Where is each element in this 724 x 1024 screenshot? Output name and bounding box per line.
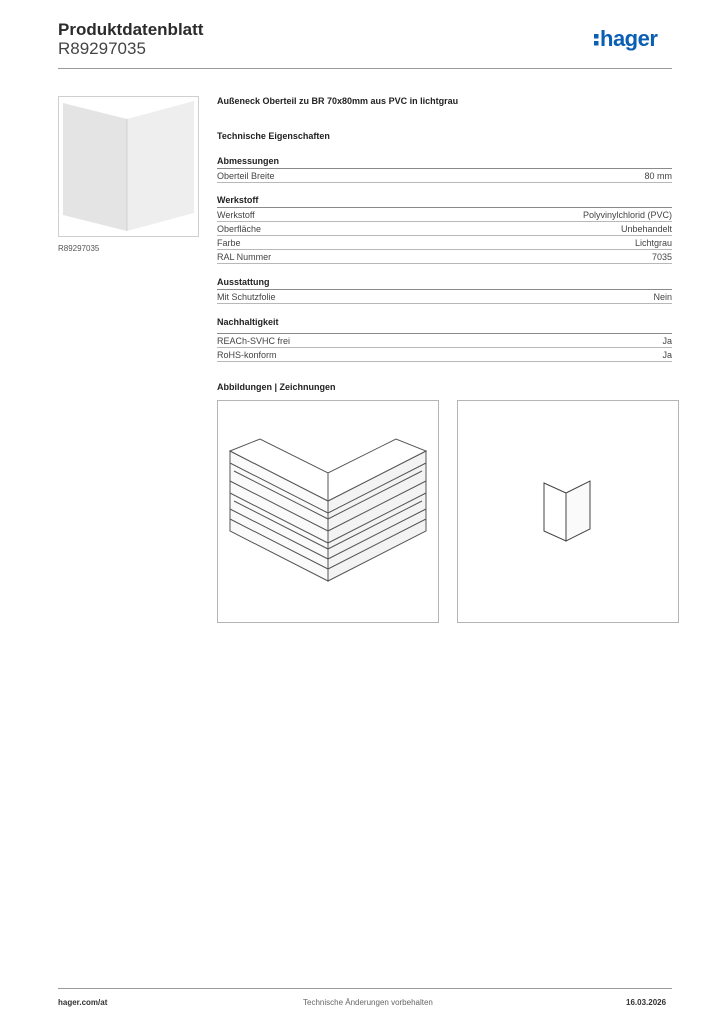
illustrations-heading: Abbildungen | Zeichnungen — [217, 382, 336, 392]
spec-value: Ja — [662, 335, 672, 346]
technical-drawing-isometric — [217, 400, 439, 623]
spec-row — [217, 290, 672, 303]
spec-label: Oberteil Breite — [217, 170, 275, 181]
spec-value: 80 mm — [644, 170, 672, 181]
specs-heading: Technische Eigenschaften — [217, 131, 330, 141]
spec-group-title: Abmessungen — [217, 156, 280, 166]
spec-value: Polyvinylchlorid (PVC) — [582, 209, 672, 220]
footer-website-link[interactable]: hager.com/at — [58, 998, 108, 1007]
hager-logo — [593, 27, 673, 58]
spec-label: RoHS-konform — [217, 349, 277, 360]
spec-label: Mit Schutzfolie — [217, 291, 276, 302]
spec-label: Farbe — [217, 237, 241, 248]
spec-row — [217, 169, 672, 182]
spec-value: 7035 — [651, 251, 672, 262]
product-photo — [58, 96, 199, 237]
spec-value: Lichtgrau — [634, 237, 672, 248]
product-title: Außeneck Oberteil zu BR 70x80mm aus PVC in lichtgrau — [217, 96, 459, 106]
footer-date: 16.03.2026 — [626, 998, 667, 1007]
footer-note: Technische Änderungen vorbehalten — [303, 998, 433, 1007]
spec-group-title: Ausstattung — [217, 277, 270, 287]
spec-row — [217, 222, 672, 235]
spec-label: Oberfläche — [217, 223, 262, 234]
product-number: R89297035 — [58, 39, 146, 58]
divider — [217, 263, 672, 264]
footer-divider — [58, 988, 672, 989]
spec-label: RAL Nummer — [217, 251, 272, 262]
svg-text:hager: hager — [600, 27, 658, 51]
spec-label: REACh-SVHC frei — [217, 335, 291, 346]
header-divider — [58, 68, 672, 69]
spec-row — [217, 236, 672, 249]
divider — [217, 361, 672, 362]
spec-row — [217, 250, 672, 263]
spec-group-title: Nachhaltigkeit — [217, 317, 279, 327]
spec-value: Ja — [662, 349, 672, 360]
spec-row — [217, 348, 672, 361]
spec-group-title: Werkstoff — [217, 195, 259, 205]
spec-value: Nein — [653, 291, 672, 302]
spec-row — [217, 208, 672, 221]
spec-label: Werkstoff — [217, 209, 255, 220]
page-title: Produktdatenblatt — [58, 20, 204, 39]
product-image-caption: R89297035 — [58, 244, 100, 253]
technical-drawing-small — [457, 400, 679, 623]
divider — [217, 303, 672, 304]
divider — [217, 182, 672, 183]
spec-value: Unbehandelt — [620, 223, 672, 234]
spec-row — [217, 334, 672, 347]
